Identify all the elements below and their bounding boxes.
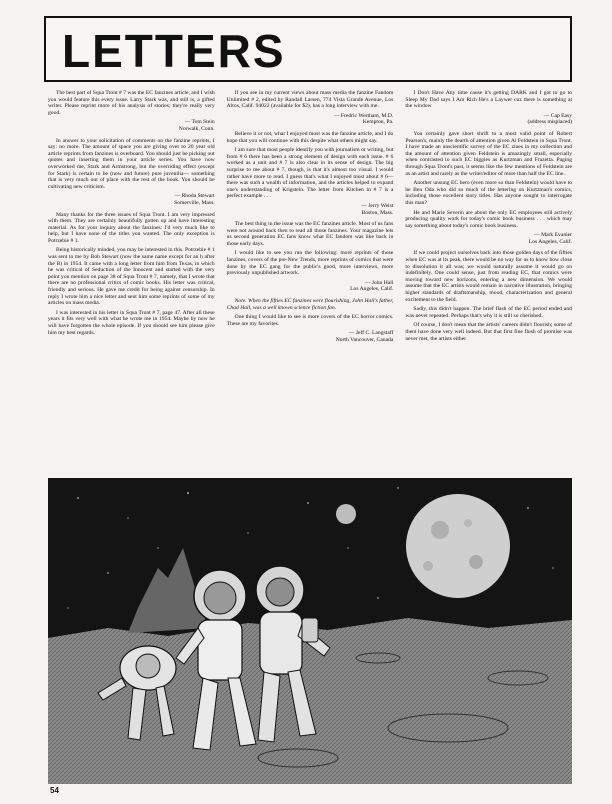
letter-paragraph: Sadly, this didn't happen. The brief flash of the EC period ended and was never repeated. Perhaps that's why it is still so cherished. <box>405 306 572 319</box>
letter-paragraph: I am sure that most people identify you with journalism or writing, but from # 6 there has been a strong element of design with each issue. # 6 worked as a unit and # 7 is also clear in its sense of design. The big surprise to me about # 7, though, is that it's almost too visual. I would rather have more to read. I guess that's what I enjoyed most about # 6—there was such a wealth of information, and the articles helped to expand one's understanding of Krigstein. The letter from Kitchen in # 7 is a perfect example . . . <box>226 147 394 200</box>
moon-small <box>336 504 356 524</box>
letters-header-box <box>44 16 572 82</box>
letter-paragraph: If we could project ourselves back into those golden days of the fifties when EC was at its peak, there would be no way for us to know how close to dissolution it all was; we would naturally assume it would go on indefinitely. One could sense, just from reading EC, that comics were moving toward new horizons, entering a new dimension. We would assume that the EC artists would remain in narrative illustration, bringing higher standards of draftsmanship, mood, characterization and general excitement to the field. <box>405 250 572 303</box>
letter-signature: — Jeff C. Langstaff <box>348 330 394 337</box>
letter-signature: — Jerry Weist <box>361 202 394 209</box>
letter-paragraph: I was interested in his letter in Squa Tront # 7, page 47. After all these years it fits very well with what he wrote me in 1954. Maybe by now he will have forgotten the whole episode. If you should see him please give him my best regards. <box>48 309 215 336</box>
letter-paragraph: If you see in my current views about mass media the fanzine Fandom Unlimited # 2, edited by Randall Larsen, 774 Vista Grande Avenue, Los Altos, Calif. 94022 (available for $2), has a long interview with me. <box>226 90 394 110</box>
letter-paragraph: He and Marie Severin are about the only EC employees still actively producing quality work for today's comic book business . . . which may say something about today's comic book business. <box>405 209 572 229</box>
column-3 <box>405 90 572 470</box>
column-2 <box>227 90 394 470</box>
letter-location: Kempton, Pa. <box>362 119 394 126</box>
letter-location: Los Angeles, Calif. <box>528 238 572 245</box>
letter-location: Los Angeles, Calif. <box>350 286 394 293</box>
page-title: LETTERS <box>62 25 286 77</box>
space-explorers-illustration <box>48 478 572 784</box>
letter-paragraph: I Don't Have Any time cause it's getting DARK and I got to go to Sleep My Dad says I Am Rich He's a Laywer cuz there is something at the window <box>405 90 572 110</box>
letter-paragraph: Many thanks for the three issues of Squa Tront. I am very impressed with them. They are certainly beautifully gotten up and have interesting material. As for your inquiry about the fanzines: I'd very much like to help, but I have none of the titles you wanted. The only exception is Potrzebie # 1. <box>48 211 215 244</box>
letter-signature: — Fredric Wertham, M.D. <box>333 112 394 119</box>
letter-location: North Vancouver, Canada <box>335 337 394 343</box>
letter-paragraph: In answer to your solicitation of comments on the fanzine reprints, I say: no more. The amount of space you are giving over to 20 year old article reprints from fanzines is overboard. You should just be picking out quotes and inserting them in your article series. You have now overworked me, Stark and Armstrong, but the overriding effect (except for Stark) is certain to be (now and future) pure juvenilia— something that is very much out of place with the rest of the book. You should be cultivating new criticism. <box>48 137 215 190</box>
letter-paragraph: Being historically minded, you may be interested in this. Potrzebie # 1 was sent to me by Bob Stewart (now the same name except for an h after the B) in 1954. It came with a long letter from him from Texas, in which he was critical of Seduction of the Innocent and started with the very point you mention on page 38 of Squa Tront # 7, namely, that I wrote that there are no professional critics of comic books. His letter was critical, friendly and serious. He gave me credit for being against censorship. In reply I wrote him a nice letter and sent him some reprints of some of my articles on mass media. <box>48 247 215 307</box>
letter-location: Somerville, Mass. <box>174 199 215 206</box>
editor-note: Note. When the fifties EC fanzines were flourishing, John Hall's father, Chad Hall, was a well known science fiction fan. <box>226 298 394 311</box>
letter-paragraph: I would like to see you run the following: more reprints of those fanzines, covers of the pre-New Trends, more reprints of comics that were done by the EC gang for the public's good, more interviews, more previously unpublished artwork. <box>226 250 394 277</box>
page-number: 54 <box>50 786 59 795</box>
letter-paragraph: Another unsung EC hero (even more so than Feldstein) would have to be Ben Oda who did so much of the lettering on Kurtzman's comics, including those excellent story titles. Has anyone sought to interrogate this man? <box>405 180 572 206</box>
letter-paragraph: One thing I would like to see is more covers of the EC horror comics. These are my favorites. <box>226 314 394 327</box>
letter-location: (address misplaced) <box>527 119 572 126</box>
letter-signature: — Rhoda Stewart <box>174 193 215 200</box>
letter-signature: — Mark Evanier <box>534 232 572 239</box>
letter-location: Norwalk, Conn. <box>178 125 215 132</box>
letter-paragraph: Of course, I don't mean that the artists' careers didn't flourish; some of them have done very well indeed. But that first fine flush of promise was never met, the artists either <box>405 322 572 342</box>
letter-location: Boston, Mass. <box>361 209 394 216</box>
letter-paragraph: You certainly gave short shrift to a most valid point of Robert Pearson's, mainly the dearth of attention given Al Feldstein in Squa Tront. I have made an unscientific survey of the EC zines in my collection and the amount of attention given Feldstein is amazingly small, especially when contrasted to such EC biggies as Kurtzman and Frazetta. Paging through Squa Tront's past, it seems like the few mentions of Feldstein are as an artist and rarely as the writer/editor of more than half the EC line. <box>405 130 572 177</box>
moon-large <box>406 494 510 598</box>
illustration-svg <box>48 478 572 784</box>
letter-signature: — Cap Easy <box>543 112 572 119</box>
letters-columns <box>48 90 572 470</box>
letter-signature: — Tom Stein <box>184 119 215 126</box>
column-1 <box>48 90 215 470</box>
letter-paragraph: The best thing in the issue was the EC fanzines article. Most of us fans were not around back then to read all those fanzines. Your magazine lets us second generation EC fans know what EC fandom was like back in those early days. <box>226 221 394 247</box>
letter-paragraph: The best part of Squa Tront # 7 was the EC fanzines article, and I wish you would feature this every issue. Larry Stark was, and still is, a gifted writer. Please reprint more of his analysis of stories; they're really very good. <box>48 90 215 116</box>
letter-signature: — John Hall <box>364 279 394 286</box>
letter-paragraph: Believe it or not, what I enjoyed most was the fanzine article, and I do hope that you will continue with this despite what others might say. <box>226 130 394 144</box>
